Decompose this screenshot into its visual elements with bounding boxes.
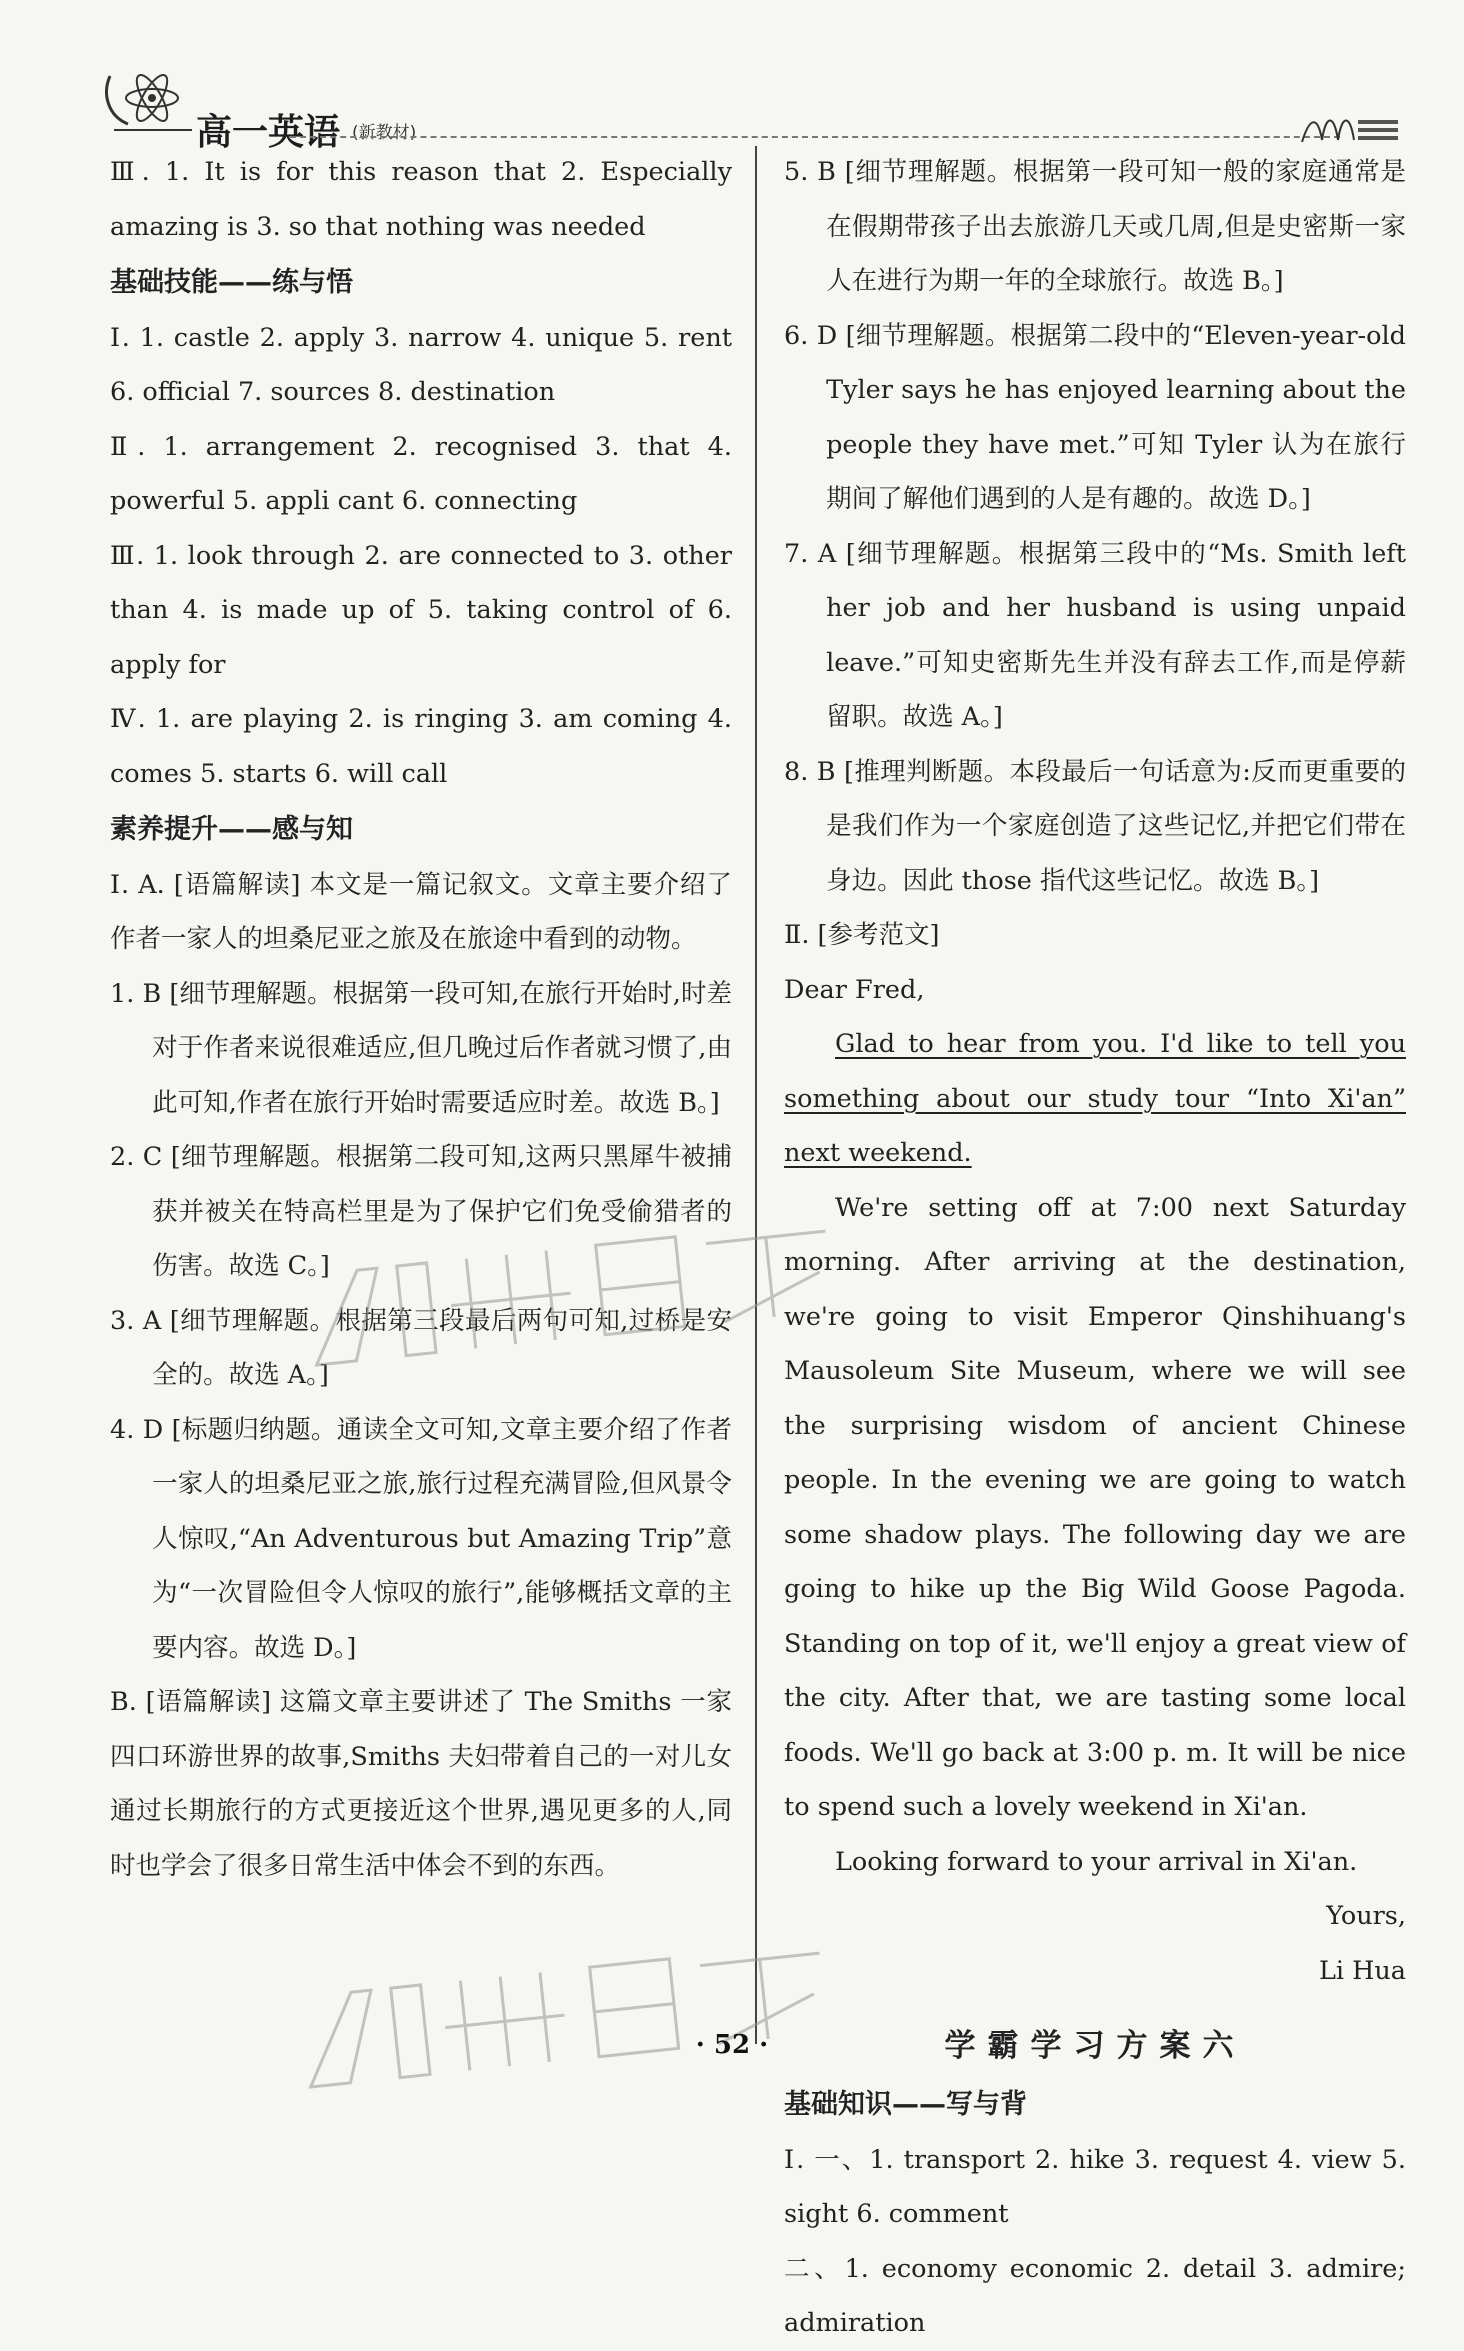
- answer-line: Ⅳ. 1. are playing 2. is ringing 3. am coming 4. comes 5. starts 6. will call: [110, 704, 732, 789]
- study-plan-title: 学霸学习方案六: [944, 2028, 1246, 2064]
- page-header: [100, 72, 1400, 152]
- watermark-logo: [279, 1921, 852, 2137]
- model-essay-label: Ⅱ. [参考范文]: [784, 920, 940, 950]
- answer-explanation: 1. B [细节理解题。根据第一段可知,在旅行开始时,时差对于作者来说很难适应,但几晚过后作者就习惯了,由此可知,作者在旅行开始时需要适应时差。故选 B。]: [110, 978, 732, 1118]
- answer-explanation: 8. B [推理判断题。本段最后一句话意为:反而更重要的是我们作为一个家庭创造了这些记忆,并把它们带在身边。因此 those 指代这些记忆。故选 B。]: [784, 756, 1406, 896]
- answer-explanation: 4. D [标题归纳题。通读全文可知,文章主要介绍了作者一家人的坦桑尼亚之旅,旅行过程充满冒险,但风景令人惊叹,“An Adventurous but Amazing Trip”意为“一次冒险但令人惊叹的旅行”,能够概括文章的主要内容。故选 D。]: [110, 1414, 732, 1663]
- answer-line: 二、1. economy economic 2. detail 3. admire; admiration: [784, 2253, 1406, 2338]
- letter-paragraph: [784, 1017, 1406, 1181]
- book-title: 高一英语: [196, 112, 341, 153]
- answer-explanation: 2. C [细节理解题。根据第二段可知,这两只黑犀牛被捕获并被关在特高栏里是为了保护它们免受偷猎者的伤害。故选 C。]: [110, 1142, 732, 1281]
- book-edition: (新教材): [352, 123, 417, 143]
- letter-paragraph: Looking forward to your arrival in Xi'an.: [835, 1846, 1358, 1877]
- answer-line: Ⅱ. 1. arrangement 2. recognised 3. that 4. powerful 5. appli cant 6. connecting: [110, 431, 732, 516]
- letter-closing: Yours,: [1326, 1901, 1406, 1931]
- letter-signature: Li Hua: [1318, 1955, 1406, 1986]
- passage-summary: B. [语篇解读] 这篇文章主要讲述了 The Smiths 一家四口环游世界的故事,Smiths 夫妇带着自己的一对儿女通过长期旅行的方式更接近这个世界,遇见更多的人,同时也学会了很多日常生活中体会不到的东西。: [110, 1687, 732, 1881]
- answer-explanation: 6. D [细节理解题。根据第二段中的“Eleven-year-old Tyler says he has enjoyed learning about the people they have met.”可知 Tyler 认为在旅行期间了解他们遇到的人是有趣的。故选 D。]: [784, 320, 1406, 514]
- answer-explanation: 5. B [细节理解题。根据第一段可知一般的家庭通常是在假期带孩子出去旅游几天或几周,但是史密斯一家人在进行为期一年的全球旅行。故选 B。]: [784, 157, 1406, 296]
- answer-line: Ⅰ. 1. castle 2. apply 3. narrow 4. unique 5. rent 6. official 7. sources 8. destination: [110, 322, 732, 407]
- header-decoration-icon: [1300, 110, 1400, 146]
- atom-logo-icon: [100, 72, 196, 142]
- answer-line: Ⅲ. 1. look through 2. are connected to 3. other than 4. is made up of 5. taking control of 6. apply for: [110, 540, 732, 680]
- column-divider: [755, 146, 757, 2044]
- answer-explanation: 7. A [细节理解题。根据第三段中的“Ms. Smith left her job and her husband is using unpaid leave.”可知史密斯先生并没有辞去工作,而是停薪留职。故选 A。]: [784, 538, 1406, 732]
- letter-paragraph: We're setting off at 7:00 next Saturday morning. After arriving at the destination, we're going to visit Emperor Qinshihuang's Mausoleum Site Museum, where we will see the surprising wisdom of ancient Chinese people. In the evening we are going to watch some shadow plays. The following day we are going to hike up the Big Wild Goose Pagoda. Standing on top of it, we'll enjoy a great view of the city. After that, we are tasting some local foods. We'll go back at 3:00 p. m. It will be nice to spend such a lovely weekend in Xi'an.: [784, 1192, 1406, 1822]
- page-number: · 52 ·: [695, 2030, 769, 2060]
- section-heading: 基础技能——练与悟: [110, 267, 353, 298]
- passage-summary: Ⅰ. A. [语篇解读] 本文是一篇记叙文。文章主要介绍了作者一家人的坦桑尼亚之旅及在旅途中看到的动物。: [110, 869, 732, 954]
- right-column: [784, 145, 1406, 2351]
- answer-line: Ⅲ. 1. It is for this reason that 2. Especially amazing is 3. so that nothing was needed: [110, 157, 732, 242]
- left-column: [110, 145, 732, 1893]
- section-heading: 素养提升——感与知: [110, 814, 353, 845]
- answer-explanation: 3. A [细节理解题。根据第三段最后两句可知,过桥是安全的。故选 A。]: [110, 1305, 732, 1390]
- letter-salutation: Dear Fred,: [784, 974, 925, 1005]
- answer-line: Ⅰ. 一、1. transport 2. hike 3. request 4. view 5. sight 6. comment: [784, 2144, 1406, 2229]
- section-heading: 基础知识——写与背: [784, 2089, 1027, 2120]
- letter-opening: Glad to hear from you. I'd like to tell you something about our study tour “Into Xi'an” next weekend.: [784, 1029, 1406, 1168]
- header-rule: [290, 136, 1340, 138]
